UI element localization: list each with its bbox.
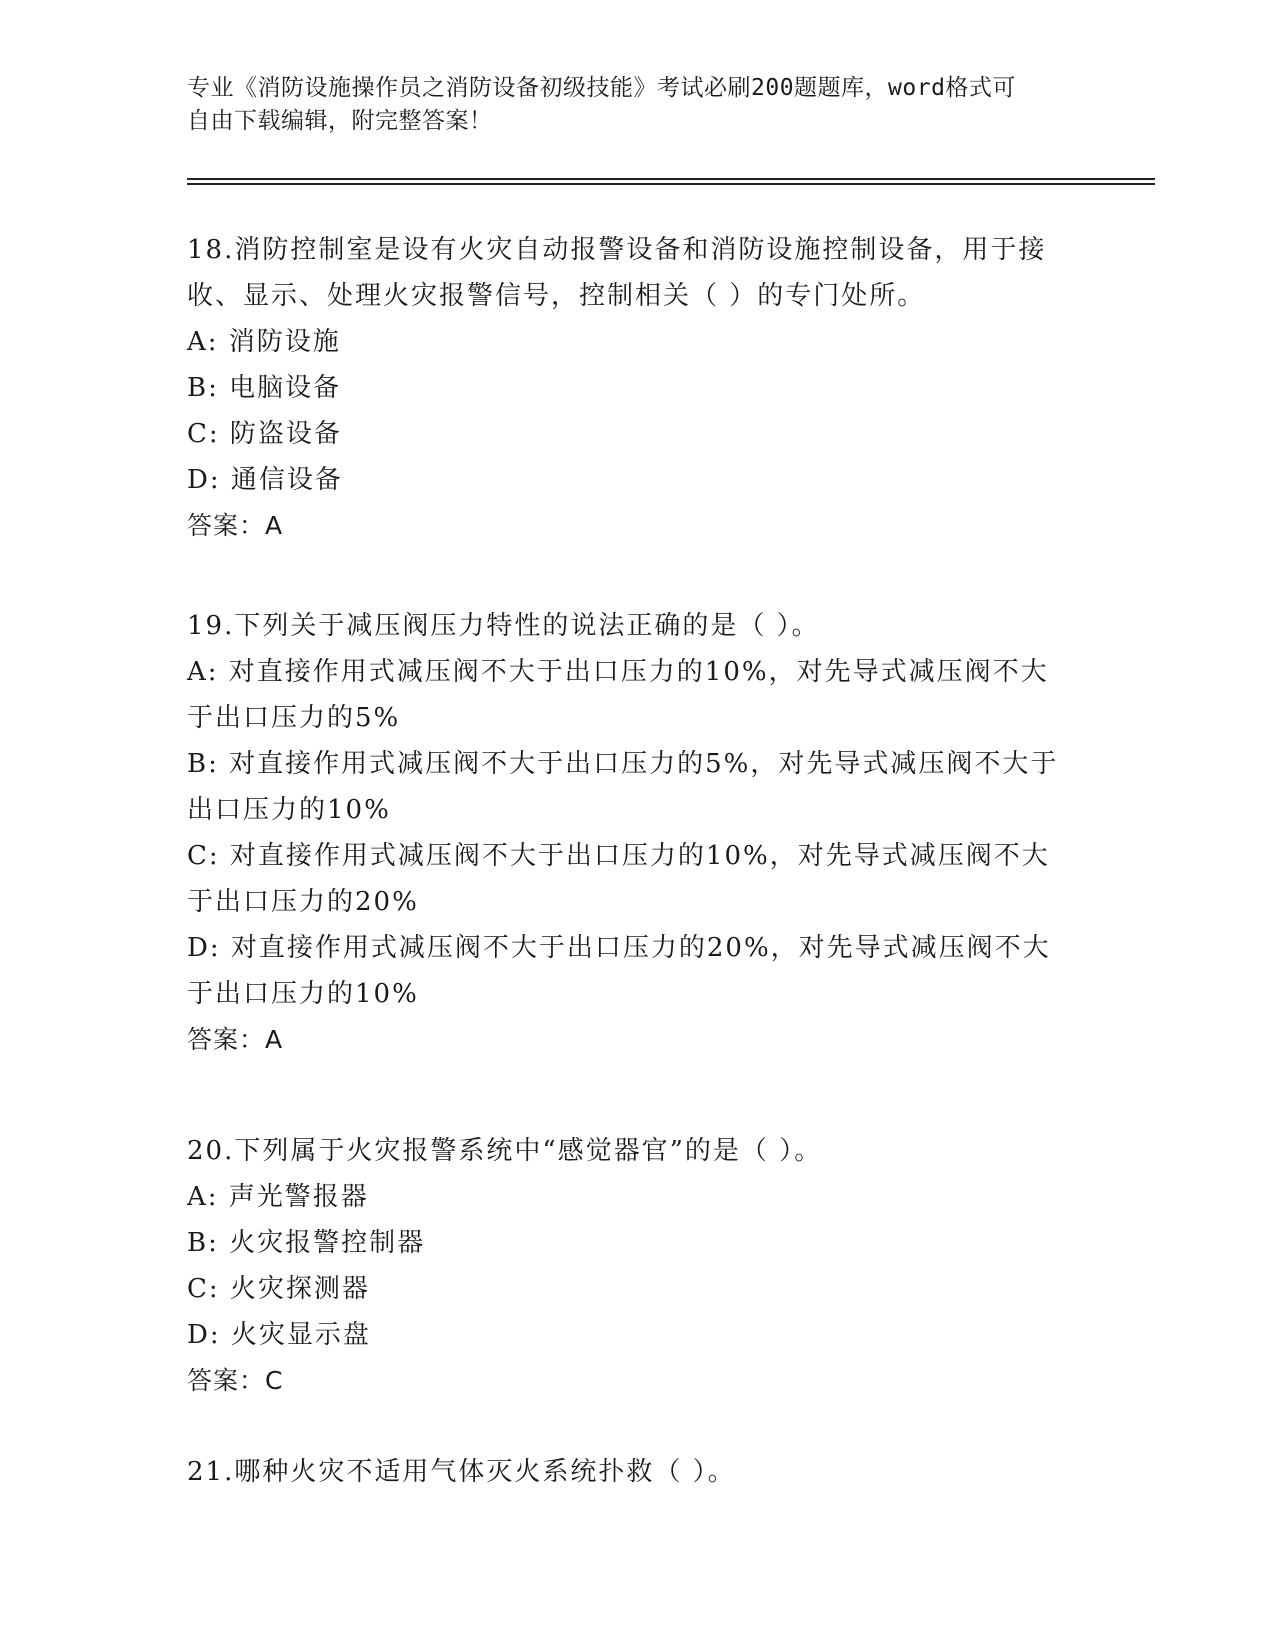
option-b: B: 对直接作用式减压阀不大于出口压力的5%，对先导式减压阀不大于	[187, 749, 1059, 779]
header-divider-bottom	[187, 183, 1155, 185]
option-d-continued: 于出口压力的10%	[187, 979, 419, 1009]
document-header	[187, 72, 1067, 138]
answer: 答案：A	[187, 1025, 284, 1054]
question-stem-line: 20.下列属于火灾报警系统中“感觉器官”的是（ ）。	[187, 1136, 823, 1166]
header-line-1: 专业《消防设施操作员之消防设备初级技能》考试必刷200题题库，word格式可	[187, 75, 1016, 101]
option-a-continued: 于出口压力的5%	[187, 703, 401, 733]
option-d: D: 对直接作用式减压阀不大于出口压力的20%，对先导式减压阀不大	[187, 933, 1051, 963]
question-20	[187, 1128, 1087, 1404]
answer: 答案：A	[187, 511, 284, 540]
option-c: C: 防盗设备	[187, 419, 342, 449]
option-a: A: 声光警报器	[187, 1182, 369, 1212]
option-c: C: 对直接作用式减压阀不大于出口压力的10%，对先导式减压阀不大	[187, 841, 1050, 871]
question-stem-line: 收、显示、处理火灾报警信号，控制相关（ ）的专门处所。	[187, 281, 926, 311]
question-19	[187, 603, 1087, 1063]
option-b: B: 火灾报警控制器	[187, 1228, 426, 1258]
option-b: B: 电脑设备	[187, 373, 342, 403]
option-c-continued: 于出口压力的20%	[187, 887, 419, 917]
question-18	[187, 227, 1087, 549]
option-d: D: 通信设备	[187, 465, 343, 495]
header-divider-top	[187, 178, 1155, 180]
option-d: D: 火灾显示盘	[187, 1320, 371, 1350]
option-a: A: 消防设施	[187, 327, 341, 357]
option-b-continued: 出口压力的10%	[187, 795, 391, 825]
question-stem-line: 21.哪种火灾不适用气体灭火系统扑救（ ）。	[187, 1457, 736, 1487]
header-line-2: 自由下载编辑，附完整答案！	[187, 108, 493, 134]
question-21	[187, 1449, 1087, 1495]
option-c: C: 火灾探测器	[187, 1274, 370, 1304]
question-stem-line: 19.下列关于减压阀压力特性的说法正确的是（ ）。	[187, 611, 820, 641]
question-stem-line: 18.消防控制室是设有火灾自动报警设备和消防设施控制设备，用于接	[187, 235, 1047, 265]
option-a: A: 对直接作用式减压阀不大于出口压力的10%，对先导式减压阀不大	[187, 657, 1049, 687]
answer: 答案：C	[187, 1366, 284, 1395]
